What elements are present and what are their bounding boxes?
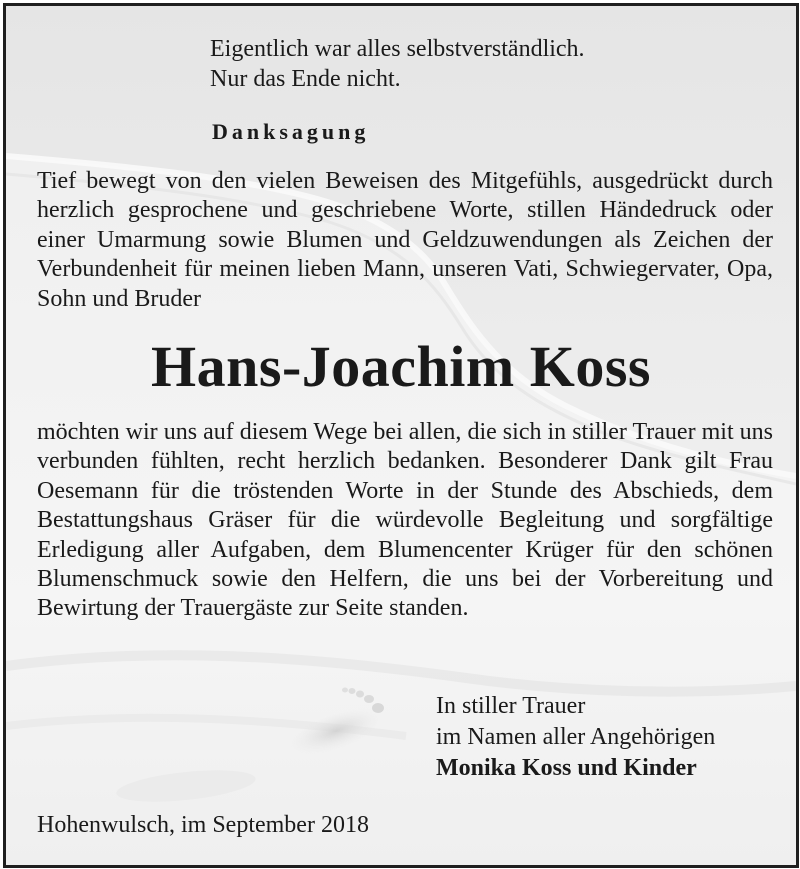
- signature-line-1: In stiller Trauer: [436, 693, 586, 719]
- signature-line-2: im Namen aller Angehörigen: [436, 724, 716, 750]
- obituary-notice: [3, 3, 799, 868]
- quote-line-1: Eigentlich war alles selbstverständlich.: [210, 36, 585, 62]
- signature-names: Monika Koss und Kinder: [436, 755, 697, 781]
- heading-danksagung: Danksagung: [212, 119, 370, 144]
- quote-line-2: Nur das Ende nicht.: [210, 66, 401, 92]
- intro-paragraph: Tief bewegt von den vielen Beweisen des Mitgefühls, ausgedrückt durch herzlich gesprochene und geschriebene Worte, stillen Händedruck oder einer Umarmung sowie Blumen und Geldzuwendungen als Zeichen der Verbundenheit für meinen lieben Mann, unseren Vati, Schwiegervater, Opa, Sohn und Bruder: [37, 168, 773, 312]
- signature-block: [436, 691, 715, 784]
- place-date: Hohenwulsch, im September 2018: [37, 812, 369, 838]
- deceased-name: Hans-Joachim Koss: [151, 334, 651, 399]
- body-paragraph: möchten wir uns auf diesem Wege bei allen, die sich in stiller Trauer mit uns verbunden fühlten, recht herzlich bedanken. Besonderer Dank gilt Frau Oesemann für die tröstenden Worte in der Stunde des Abschieds, dem Bestattungshaus Gräser für die würdevolle Begleitung und sorgfältige Erledigung aller Aufgaben, dem Blumencenter Krüger für den schönen Blumenschmuck sowie den Helfern, die uns bei der Vorbereitung und Bewirtung der Trauergäste zur Seite standen.: [37, 419, 773, 622]
